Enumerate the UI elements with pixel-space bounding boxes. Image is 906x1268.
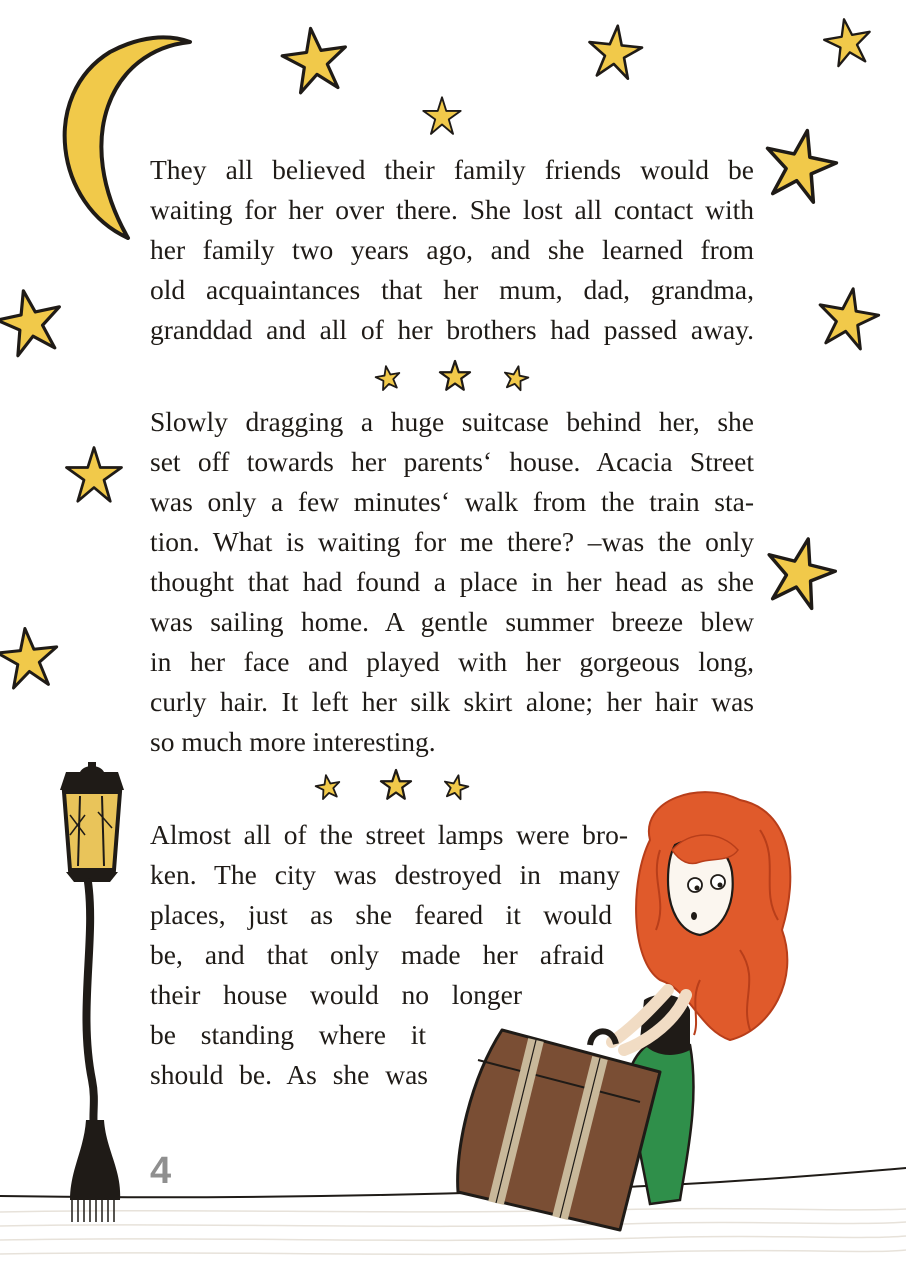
star-icon (442, 773, 470, 800)
paragraph-3-line: should be. As she was (150, 1059, 428, 1090)
paragraph-1-line: old acquaintances that her mum, dad, grandma, (150, 274, 754, 305)
star-icon (502, 364, 530, 391)
paragraph-1 (150, 150, 754, 350)
star-icon (759, 531, 841, 612)
paragraph-2-line: was sailing home. A gentle summer breeze blew (150, 606, 754, 637)
street-lamp-icon (60, 762, 124, 1222)
star-icon (314, 773, 342, 800)
paragraph-2-line: set off towards her parents‘ house. Acacia Street (150, 446, 754, 477)
paragraph-1-line: granddad and all of her brothers had passed away. (150, 314, 754, 345)
star-icon (381, 770, 411, 799)
star-icon (586, 23, 644, 80)
paragraph-3-line: their house would no longer (150, 979, 522, 1010)
paragraph-1-line: They all believed their family friends would be (150, 154, 754, 185)
paragraph-2-line: curly hair. It left her silk skirt alone; her hair was (150, 686, 754, 717)
star-icon (423, 97, 460, 134)
ground (0, 1209, 906, 1255)
star-icon (374, 364, 402, 391)
paragraph-3-line: ken. The city was destroyed in many (150, 859, 620, 890)
star-icon (67, 448, 122, 502)
star-icon (759, 123, 842, 205)
ground-line (0, 1168, 906, 1197)
star-icon (279, 24, 351, 95)
separator-stars-1 (374, 361, 530, 391)
paragraph-3-line: places, just as she feared it would (150, 899, 612, 930)
separator-stars-2 (314, 770, 470, 800)
paragraph-2-line: thought that had found a place in her head as she (150, 566, 754, 597)
paragraph-3 (150, 815, 628, 1095)
star-icon (0, 284, 68, 358)
paragraph-1-line: waiting for her over there. She lost all contact with (150, 194, 754, 225)
paragraph-3-line: be, and that only made her afraid (150, 939, 604, 970)
page-number: 4 (150, 1150, 172, 1192)
paragraph-3-line: Almost all of the street lamps were bro- (150, 819, 628, 850)
paragraph-2-line: so much more interesting. (150, 726, 436, 757)
paragraph-2-line: Slowly dragging a huge suitcase behind her, she (150, 406, 754, 437)
paragraph-3-line: be standing where it (150, 1019, 426, 1050)
paragraph-2-line: tion. What is waiting for me there? –was the only (150, 526, 754, 557)
paragraph-2-line: in her face and played with her gorgeous long, (150, 646, 754, 677)
paragraph-2-line: was only a few minutes‘ walk from the train sta- (150, 486, 754, 517)
star-icon (821, 15, 874, 67)
paragraph-2 (150, 402, 754, 762)
paragraph-1-line: her family two years ago, and she learned from (150, 234, 754, 265)
star-icon (0, 625, 61, 689)
star-icon (440, 361, 470, 390)
star-icon (814, 284, 883, 351)
